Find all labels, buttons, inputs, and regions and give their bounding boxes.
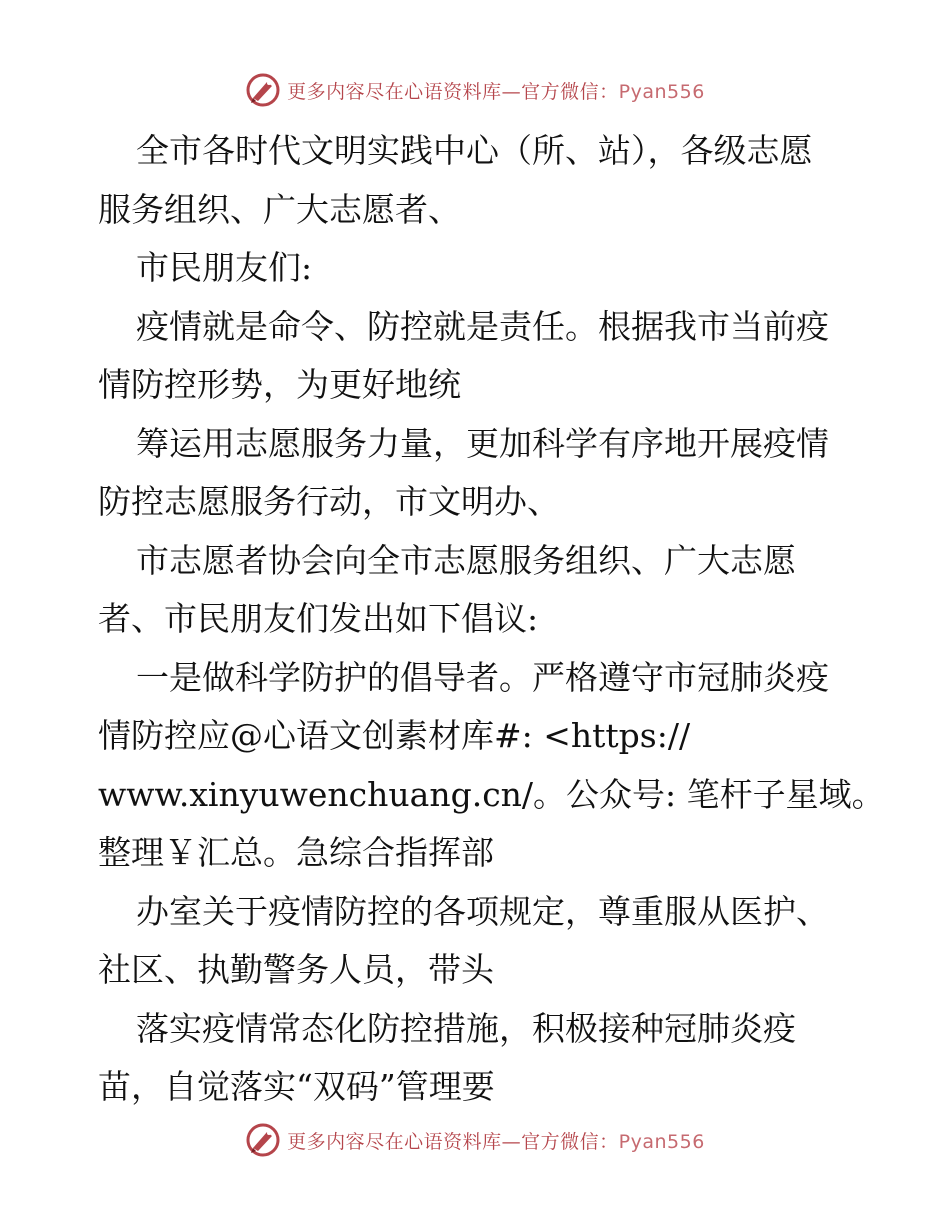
watermark-text: 更多内容尽在心语资料库—官方微信：Pyan556 bbox=[287, 80, 705, 103]
text-line: 整理￥汇总。急综合指挥部 bbox=[98, 833, 494, 872]
text-line: 情防控应@心语文创素材库#: <https:// bbox=[98, 716, 691, 755]
document-body bbox=[98, 122, 885, 1117]
watermark-account: Pyan556 bbox=[618, 1130, 705, 1153]
text-line: 者、市民朋友们发出如下倡议: bbox=[98, 599, 539, 638]
text-line: www.xinyuwenchuang.cn/。公众号: 笔杆子星域。 bbox=[98, 774, 885, 814]
text-line: 筹运用志愿服务力量，更加科学有序地开展疫情 bbox=[136, 423, 829, 463]
text-line: 社区、执勤警务人员，带头 bbox=[98, 950, 494, 989]
text-line: 疫情就是命令、防控就是责任。根据我市当前疫 bbox=[136, 306, 829, 346]
text-line: 一是做科学防护的倡导者。严格遵守市冠肺炎疫 bbox=[136, 657, 829, 697]
text-line: 情防控形势，为更好地统 bbox=[98, 365, 461, 404]
footer-watermark-banner bbox=[0, 1120, 950, 1160]
watermark-account: Pyan556 bbox=[618, 80, 705, 103]
pen-logo-icon bbox=[245, 1122, 281, 1158]
text-line: 落实疫情常态化防控措施，积极接种冠肺炎疫 bbox=[136, 1008, 796, 1048]
text-line: 市民朋友们: bbox=[136, 248, 313, 287]
text-line: 全市各时代文明实践中心（所、站），各级志愿 bbox=[136, 131, 813, 170]
watermark-text: 更多内容尽在心语资料库—官方微信：Pyan556 bbox=[287, 1130, 705, 1153]
text-line: 防控志愿服务行动，市文明办、 bbox=[98, 482, 560, 521]
pen-logo-icon bbox=[245, 72, 281, 108]
text-line: 苗，自觉落实“双码”管理要 bbox=[98, 1067, 495, 1106]
text-line: 服务组织、广大志愿者、 bbox=[98, 189, 461, 229]
text-line: 市志愿者协会向全市志愿服务组织、广大志愿 bbox=[136, 540, 796, 580]
text-line: 办室关于疫情防控的各项规定，尊重服从医护、 bbox=[136, 891, 829, 931]
header-watermark-banner bbox=[0, 70, 950, 110]
